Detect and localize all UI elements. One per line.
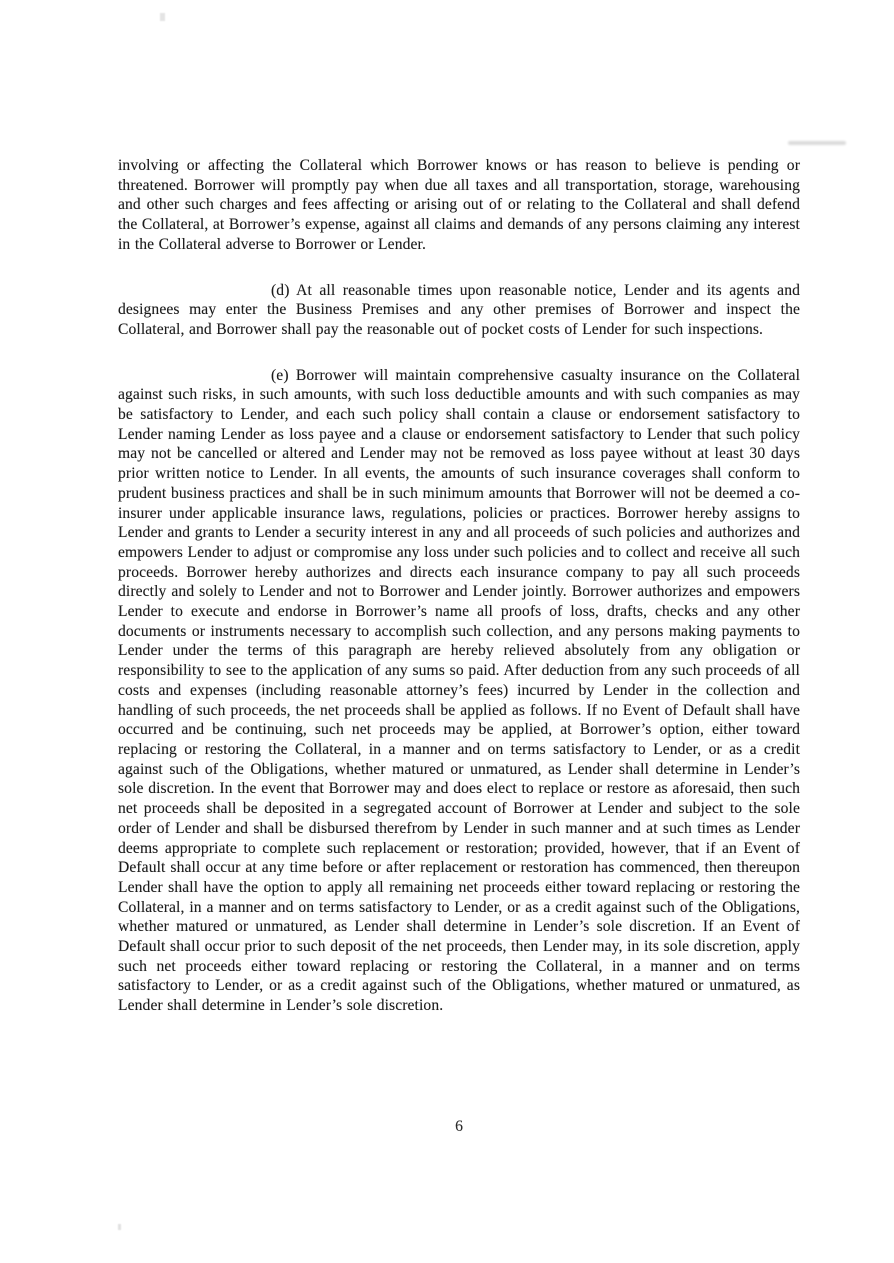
paragraph-e: (e) Borrower will maintain comprehensive casualty insurance on the Collateral against such risks, in such amounts, with such loss deductible amounts and with such companies as may be satisfactory to Lender, and each such policy shall contain a clause or endorsement satisfactory to Lender naming Lender as loss payee and a clause or endorsement satisfactory to Lender that such policy may not be cancelled or altered and Lender may not be removed as loss payee without at least 30 days prior written notice to Lender. In all events, the amounts of such insurance coverages shall conform to prudent business practices and shall be in such minimum amounts that Borrower will not be deemed a co-insurer under applicable insurance laws, regulations, policies or practices. Borrower hereby assigns to Lender and grants to Lender a security interest in any and all proceeds of such policies and authorizes and empowers Lender to adjust or compromise any loss under such policies and to collect and receive all such proceeds. Borrower hereby authorizes and directs each insurance company to pay all such proceeds directly and solely to Lender and not to Borrower and Lender jointly. Borrower authorizes and empowers Lender to execute and endorse in Borrower’s name all proofs of loss, drafts, checks and any other documents or instruments necessary to accomplish such collection, and any persons making payments to Lender under the terms of this paragraph are hereby relieved absolutely from any obligation or responsibility to see to the application of any sums so paid. After deduction from any such proceeds of all costs and expenses (including reasonable attorney’s fees) incurred by Lender in the collection and handling of such proceeds, the net proceeds shall be applied as follows. If no Event of Default shall have occurred and be continuing, such net proceeds may be applied, at Borrower’s option, either toward replacing or restoring the Collateral, in a manner and on terms satisfactory to Lender, or as a credit against such of the Obligations, whether matured or unmatured, as Lender shall determine in Lender’s sole discretion. In the event that Borrower may and does elect to replace or restore as aforesaid, then such net proceeds shall be deposited in a segregated account of Borrower at Lender and subject to the sole order of Lender and shall be disbursed therefrom by Lender in such manner and at such times as Lender deems appropriate to complete such replacement or restoration; provided, however, that if an Event of Default shall occur at any time before or after replacement or restoration has commenced, then thereupon Lender shall have the option to apply all remaining net proceeds either toward replacing or restoring the Collateral, in a manner and on terms satisfactory to Lender, or as a credit against such of the Obligations, whether matured or unmatured, as Lender shall determine in Lender’s sole discretion. If an Event of Default shall occur prior to such deposit of the net proceeds, then Lender may, in its sole discretion, apply such net proceeds either toward replacing or restoring the Collateral, in a manner and on terms satisfactory to Lender, or as a credit against such of the Obligations, whether matured or unmatured, as Lender shall determine in Lender’s sole discretion. <box>118 366 800 1015</box>
paragraph-d: (d) At all reasonable times upon reasonable notice, Lender and its agents and designees may enter the Business Premises and any other premises of Borrower and inspect the Collateral, and Borrower shall pay the reasonable out of pocket costs of Lender for such inspections. <box>118 281 800 338</box>
page-number: 6 <box>455 1118 463 1135</box>
scan-artifact-speck <box>118 1224 121 1230</box>
scan-artifact-speck <box>160 13 165 21</box>
document-body <box>118 156 800 1016</box>
body-paragraph-continuation: involving or affecting the Collateral which Borrower knows or has reason to believe is pending or threatened. Borrower will promptly pay when due all taxes and all transportation, storage, warehousing and other such charges and fees affecting or arising out of or relating to the Collateral and shall defend the Collateral, at Borrower’s expense, against all claims and demands of any persons claiming any interest in the Collateral adverse to Borrower or Lender. <box>118 157 800 253</box>
scan-artifact-smudge <box>788 141 846 145</box>
